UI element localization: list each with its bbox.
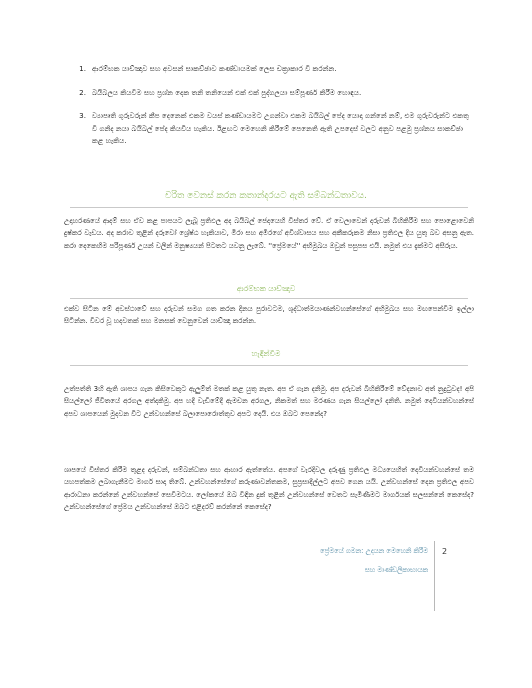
instruction-list [72,63,472,148]
list-item [72,110,472,148]
intro-paragraph-1: උත්පත්ති 3හි ඇති ශාපය ගැන කිසිවෙකුට ඇලුම්ත් මතක් කළ යුතු නැත. අප ඒ ගැන දනිමු. අප දරුවන් බිහිකිරීමේ වේදනාව අත් නුදුටුවද! අපි සියල්ලෝ ජීවිතයේ අරගල අත්දකිමු. අප හදී වැඩීමේදී ඇමචන අරගල, නිකමත් සහ මරණය ගැන සියල්ලෝ දනිති. නමුත් දෙවියන්වහන්සේ අපව ශාපයෙන් මුදවන විට උන්වහන්සේ බලාපොරොත්තුව අපට දෙයි. එය ඔබට පෙනේද? [64,385,474,418]
list-text: බයිබලය කියවීම සහ ප්‍රශ්න දෙක තනි තනියෙන් එක් එක් පුද්ගලයා සම්පූර්ණ කිරීම හොඳය. [92,87,362,97]
footer-divider [434,541,435,611]
list-item [72,63,472,76]
list-number: 1. [79,64,86,73]
introduction-heading: හැඳින්වීම [251,349,281,358]
list-item [72,87,472,100]
intro-paragraph-2: ශාපයේ විස්තර කිරීම තුළද දරුවන්, සම්බන්ධතා සහ ආහාර ඇත්තේය. අපගේ වැරදිවල දරුණු ප්‍රතිඵල මධ්‍යයෙහිත් දෙවියන්වහන්සේ තම යහපත්කම ලබාගැනීමට මාර්ග සාදා තිබේ. උන්වහන්සේගේ කරුණාවන්තකම, සුප්‍රසාදීල්ලට අපව ගෙන යයි. උන්වහන්සේ දෙන ප්‍රතිඵල අපව ආරාධනා කරන්නේ උන්වහන්සේ සෙවීමටය. ලෝකයේ ඔබ වීඳින දුක් තුළින් උන්වහන්සේ වෙතට සැමිණීමට මාර්ගයක් සලසන්නේ කෙසේද? උන්වහන්සේගේ ප්‍රේමය උන්වහන්සේ ඔබට එළිදරව් කරන්නේ කෙසේද? [64,466,474,511]
divider [70,298,468,299]
list-text: ව්‍යාපෘති ගුරුවරුන් කීප දෙනෙක් එකම වයස් කණ්ඩායමට උගන්වා එකම බයිබල් පේද යොදා ගන්නේ නම්, එම ගුරුවරුන්ට එකතු වී ගනිද නයා බයිබල් පේද කියවිය හැකිය. ඊළඟට මෙහෙනි කිරීමේ පෙනෙති ඇති උපදෙස් වලට අනුව පළමු ප්‍රශ්නය සාකච්ඡා කළ හැකිය. [92,111,469,145]
divider [70,207,468,208]
opening-prayer-heading: ආරම්භක යාච්ඤාව [236,284,296,293]
section-heading: චරිත වෙනස් කරන කතාන්දරයට ඇති සම්බන්ධතාවය. [165,191,367,201]
section-paragraph: උදාහරණයේ ආදම් සහ ඒව කළ පාපයට ලැබූ ප්‍රතිඵල අද බයිබල් ජෙදයෙහි විස්තර වේ. ඒ වෙලාවෙන් දරුවන් බිහිකිරීම සහ පොළොවෙනි දුෂ්කර වැඩය. අද කරාව තුළින් දරුවෝ ශ්‍රේෂ්ඨ හැකියාව, මිරා සහ අමීරගේ අවිශ්වාසය සහ අකීකරුකම නිසා ප්‍රතිඵල දිය යුතු බව අසනු ඇත. කරා දෙකෙහිම පරිපූර්ණ උයන් වලින් මනුෂ්‍යයන් පිටතට යවනු ලැබේ. ''ප්‍රේමයේ'' අභිමුඛය ඔවුන් පසුපස එයි. නමුත් එය දැක්මට අසීරුය. [64,217,474,250]
prayer-paragraph: එක්ව සිටින මේ අවස්ථාවේ සහ දරුවන් සමග ගත කරන දිනය පුරාවටම, ශුද්ධාත්මයාණන්වහන්සේගේ අභිමුඛය සහ මඟපෙන්වීම ඉල්ලා සිටින්න. වීවර වූ හදවතක් සහ මනසක් වෙනුවෙන් යාච්ඤා කරන්න. [64,305,474,326]
footer-title: ප්‍රේමයේ ගමන: උදයන මෙහෙනි කිරීම [320,547,428,555]
list-number: 2. [79,87,86,97]
page-number: 2 [442,547,448,556]
list-text: ආරම්භක යාච්ඤාව සහ අවසන් සාකච්ඡාව කණ්ඩායමක් ලෙස චක්‍රාකාර වී කරන්න. [92,64,337,73]
footer-subtitle: සහ මාණ්ඩලිකාභායක [364,566,428,574]
divider [70,365,468,366]
list-number: 3. [79,111,86,120]
